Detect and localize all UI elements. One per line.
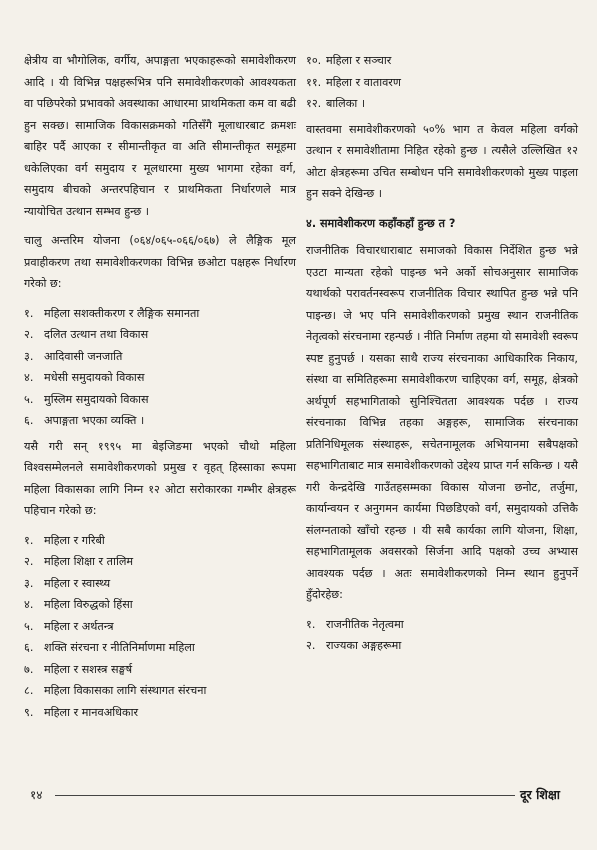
item-number: १. [24, 306, 34, 320]
list-item [24, 530, 296, 552]
list-item [24, 637, 296, 659]
paragraph: चालु अन्तरिम योजना (०६४/०६५-०६६/०६७) ले लैङ्गिक मूल प्रवाहीकरण तथा समावेशीकरणका विभिन्न छओटा पक्षहरू निर्धारण गरेको छ: [24, 234, 296, 290]
item-text: अपाङ्गता भएका व्यक्ति । [44, 414, 145, 427]
list-item [306, 635, 578, 657]
item-text: राजनीतिक नेतृत्वमा [326, 617, 404, 631]
publication-name: दूर शिक्षा [520, 787, 561, 802]
item-text: शक्ति संरचना र नीतिनिर्माणमा महिला [44, 641, 195, 654]
item-number: १. [24, 533, 34, 547]
item-number: १. [306, 617, 316, 631]
list-item [306, 93, 578, 115]
list-item [24, 680, 296, 702]
item-number: २. [24, 328, 34, 341]
item-text: महिला विकासका लागि संस्थागत संरचना [44, 684, 207, 697]
item-number: ११. [306, 75, 322, 89]
paragraph: वास्तवमा समावेशीकरणको ५०% भाग त केवल महिला वर्गको उत्थान र समावेशीतामा निहित रहेको हुन्छ । त्यसैले उल्लिखित १२ ओटा क्षेत्रहरूमा उचित सम्बोधन पनि समावेशीकरणको मुख्य पाइला हुन सक्ने देखिन्छ । [306, 122, 578, 200]
item-text: राज्यका अङ्गहरूमा [326, 639, 402, 652]
item-text: महिला र सञ्चार [326, 54, 392, 67]
item-number: ८. [24, 684, 34, 697]
section-heading: ४. समावेशीकरण कहाँकहाँ हुन्छ त ? [306, 216, 456, 230]
item-text: महिला र गरिबी [44, 533, 105, 547]
item-number: ६. [24, 641, 34, 654]
footer-divider [55, 795, 515, 796]
item-text: दलित उत्थान तथा विकास [44, 328, 149, 341]
paragraph: क्षेत्रीय वा भौगोलिक, वर्गीय, अपाङ्गता भएकाहरूको समावेशीकरण आदि । यी विभिन्न पक्षहरूभित्र पनि समावेशीकरणको आवश्यकता वा पछिपरेको प्रभावको अवस्थाका आधारमा प्राथमिकता कम वा बढी हुन सक्छ। सामाजिक विकासक्रमको गतिसँगै मूलाधारबाट क्रमशः बाहिर पर्दै आएका र सीमान्तीकृत वा अति सीमान्तीकृत समूहमा धकेलिएका वर्ग समुदाय र मूलधारमा मुख्य भागमा रहेका वर्ग, समुदाय बीचको अन्तरपहिचान र प्राथमिकता निर्धारणले मात्र न्यायोचित उत्थान सम्भव हुन्छ । [24, 54, 296, 218]
list-item [24, 594, 296, 616]
list-item [24, 551, 296, 573]
item-number: १०. [306, 54, 322, 67]
item-text: महिला र सशस्त्र सङ्घर्ष [44, 662, 133, 676]
list-concern-areas [24, 530, 296, 724]
list-item [24, 346, 296, 368]
list-item [24, 573, 296, 595]
item-text: बालिका । [326, 97, 366, 110]
item-number: ५. [24, 619, 34, 633]
item-number: ३. [24, 349, 34, 363]
list-concern-areas-continued [306, 50, 578, 115]
item-text: महिला शिक्षा र तालिम [44, 555, 134, 568]
list-inclusion-places [306, 614, 578, 657]
item-text: मधेसी समुदायको विकास [44, 371, 145, 384]
page-number: १४ [30, 788, 43, 802]
list-item [24, 324, 296, 346]
item-text: महिला र वातावरण [326, 75, 401, 89]
item-text: मुस्लिम समुदायको विकास [44, 392, 149, 406]
item-text: आदिवासी जनजाति [44, 349, 123, 363]
item-number: २. [306, 639, 316, 652]
item-text: महिला सशक्तीकरण र लैङ्गिक समानता [44, 306, 200, 320]
item-text: महिला र स्वास्थ्य [44, 576, 111, 590]
list-plan-aspects [24, 303, 296, 432]
right-column [306, 50, 578, 661]
item-number: ३. [24, 576, 34, 590]
list-item [306, 50, 578, 72]
item-number: ६. [24, 414, 34, 427]
paragraph: यसै गरी सन् १९९५ मा बेइजिङमा भएको चौथो महिला विश्वसम्मेलनले समावेशीकरणको प्रमुख र वृहत् हिस्साका रूपमा महिला विकासका लागि निम्न १२ ओटा सरोकारका गम्भीर क्षेत्रहरू पहिचान गरेको छ: [24, 439, 296, 517]
item-number: ७. [24, 662, 34, 676]
list-item [24, 410, 296, 432]
item-number: २. [24, 555, 34, 568]
item-text: महिला विरुद्धको हिंसा [44, 598, 133, 611]
item-text: महिला र अर्थतन्त्र [44, 619, 114, 633]
list-item [24, 303, 296, 325]
item-number: ५. [24, 392, 34, 406]
item-number: ९. [24, 705, 34, 719]
list-item [24, 616, 296, 638]
item-number: ४. [24, 371, 34, 384]
list-item [24, 659, 296, 681]
item-number: ४. [24, 598, 34, 611]
item-text: महिला र मानवअधिकार [44, 705, 139, 719]
list-item [306, 72, 578, 94]
left-column [24, 50, 296, 727]
item-number: १२. [306, 97, 322, 110]
list-item [24, 367, 296, 389]
list-item [24, 702, 296, 724]
list-item [24, 389, 296, 411]
paragraph: राजनीतिक विचारधाराबाट समाजको विकास निर्देशित हुन्छ भन्ने एउटा मान्यता रहेको पाइन्छ भने अर्को सोचअनुसार सामाजिक यथार्थको परावर्तनस्वरूप राजनीतिक विचार स्थापित हुन्छ भन्ने पनि पाइन्छ। जे भए पनि समावेशीकरणको प्रमुख स्थान राजनीतिक नेतृत्वको संरचनामा रहन्पर्छ । नीति निर्माण तहमा यो समावेशी स्वरूप स्पष्ट हुनुपर्छ । यसका साथै राज्य संरचनाका आधिकारिक निकाय, संस्था वा समितिहरूमा समावेशीकरण चाहिएका वर्ग, समूह, क्षेत्रको अर्थपूर्ण सहभागिताको सुनिश्चितता आवश्यक पर्दछ । राज्य संरचनाका विभिन्न तहका अङ्गहरू, सामाजिक संरचनाका प्रतिनिधिमूलक संस्थाहरू, सचेतनामूलक अभियानमा सबैपक्षको सहभागिताबाट मात्र समावेशीकरणको उद्देश्य प्राप्त गर्न सकिन्छ । यसै गरी केन्द्रदेखि गाउँतहसम्मका विकास योजना छनोट, तर्जुमा, कार्यान्वयन र अनुगमन कार्यमा पिछडिएको वर्ग, समुदायको उत्तिकै संलग्नताको खाँचो रहन्छ । यी सबै कार्यका लागि योजना, शिक्षा, सहभागितामूलक अवसरको सिर्जना आदि पक्षको उच्च अभ्यास आवश्यक पर्दछ । अतः समावेशीकरणको निम्न स्थान हुनुपर्ने हुँदोरहेछ: [306, 244, 578, 601]
list-item [306, 614, 578, 636]
